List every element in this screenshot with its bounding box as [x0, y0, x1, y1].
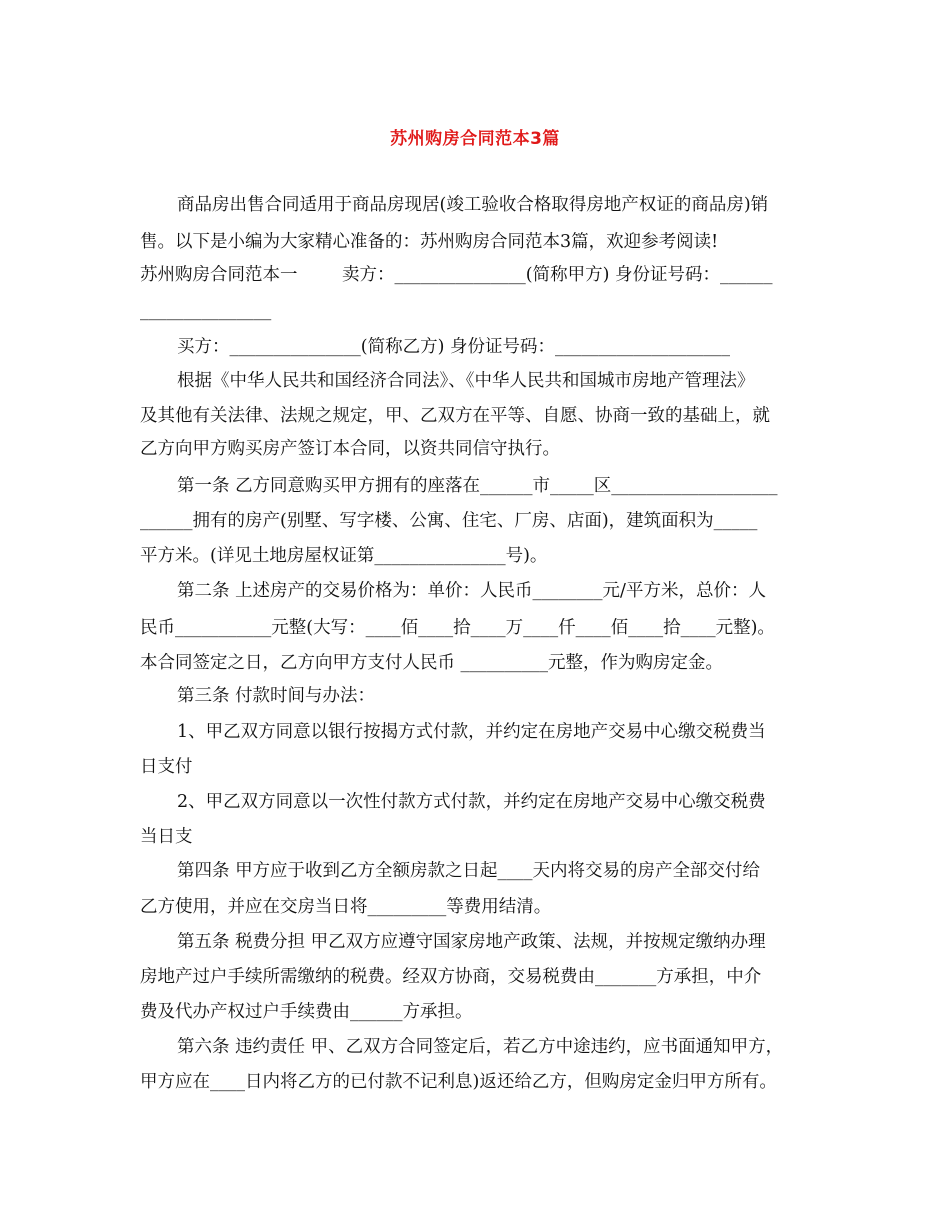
text-line: 第六条 违约责任 甲、乙双方合同签定后，若乙方中途违约，应书面通知甲方， — [177, 1037, 784, 1057]
text-line: 本合同签定之日，乙方向甲方支付人民币 __________元整，作为购房定金。 — [140, 653, 724, 673]
document-title: 苏州购房合同范本3篇 — [390, 129, 560, 149]
text-line: 民币___________元整(大写：____佰____拾____万____仟____佰____拾____元整)。 — [140, 618, 775, 638]
text-line: 第五条 税费分担 甲乙双方应遵守国家房地产政策、法规，并按规定缴纳办理 — [177, 932, 766, 952]
text-line: _______________ — [140, 301, 272, 321]
text-line: 及其他有关法律、法规之规定，甲、乙双方在平等、自愿、协商一致的基础上，就 — [140, 406, 770, 426]
text-line: 买方：_______________(简称乙方) 身份证号码：____________________ — [177, 337, 730, 357]
text-line: 第三条 付款时间与办法： — [177, 686, 376, 706]
text-line: 费及代办产权过户手续费由______方承担。 — [140, 1002, 473, 1022]
text-line: 1、甲乙双方同意以银行按揭方式付款，并约定在房地产交易中心缴交税费当 — [177, 722, 766, 742]
text-line: 苏州购房合同范本一 卖方：_______________(简称甲方) 身份证号码：______ — [140, 265, 773, 285]
text-line: 根据《中华人民共和国经济合同法》、《中华人民共和国城市房地产管理法》 — [177, 371, 755, 391]
text-line: 乙方使用，并应在交房当日将_________等费用结清。 — [140, 897, 552, 917]
text-line: 房地产过户手续所需缴纳的税费。经双方协商，交易税费由_______方承担，中介 — [140, 967, 762, 987]
text-line: ______拥有的房产(别墅、写字楼、公寓、住宅、厂房、店面)，建筑面积为_____ — [140, 511, 758, 531]
text-line: 第二条 上述房产的交易价格为：单价：人民币________元/平方米，总价：人 — [177, 581, 766, 601]
text-line: 第一条 乙方同意购买甲方拥有的座落在______市_____区___________________ — [177, 476, 778, 496]
text-line: 日支付 — [140, 757, 193, 777]
text-line: 2、甲乙双方同意以一次性付款方式付款，并约定在房地产交易中心缴交税费 — [177, 792, 766, 812]
text-line: 乙方向甲方购买房产签订本合同，以资共同信守执行。 — [140, 439, 560, 459]
text-line: 平方米。(详见土地房屋权证第_______________号)。 — [140, 546, 548, 566]
text-line: 当日支 — [140, 827, 193, 847]
text-line: 第四条 甲方应于收到乙方全额房款之日起____天内将交易的房产全部交付给 — [177, 861, 761, 881]
text-line: 商品房出售合同适用于商品房现居(竣工验收合格取得房地产权证的商品房)销 — [177, 195, 769, 215]
text-line: 售。以下是小编为大家精心准备的：苏州购房合同范本3篇，欢迎参考阅读! — [140, 232, 719, 252]
text-line: 甲方应在____日内将乙方的已付款不记利息)返还给乙方，但购房定金归甲方所有。 — [140, 1072, 777, 1092]
